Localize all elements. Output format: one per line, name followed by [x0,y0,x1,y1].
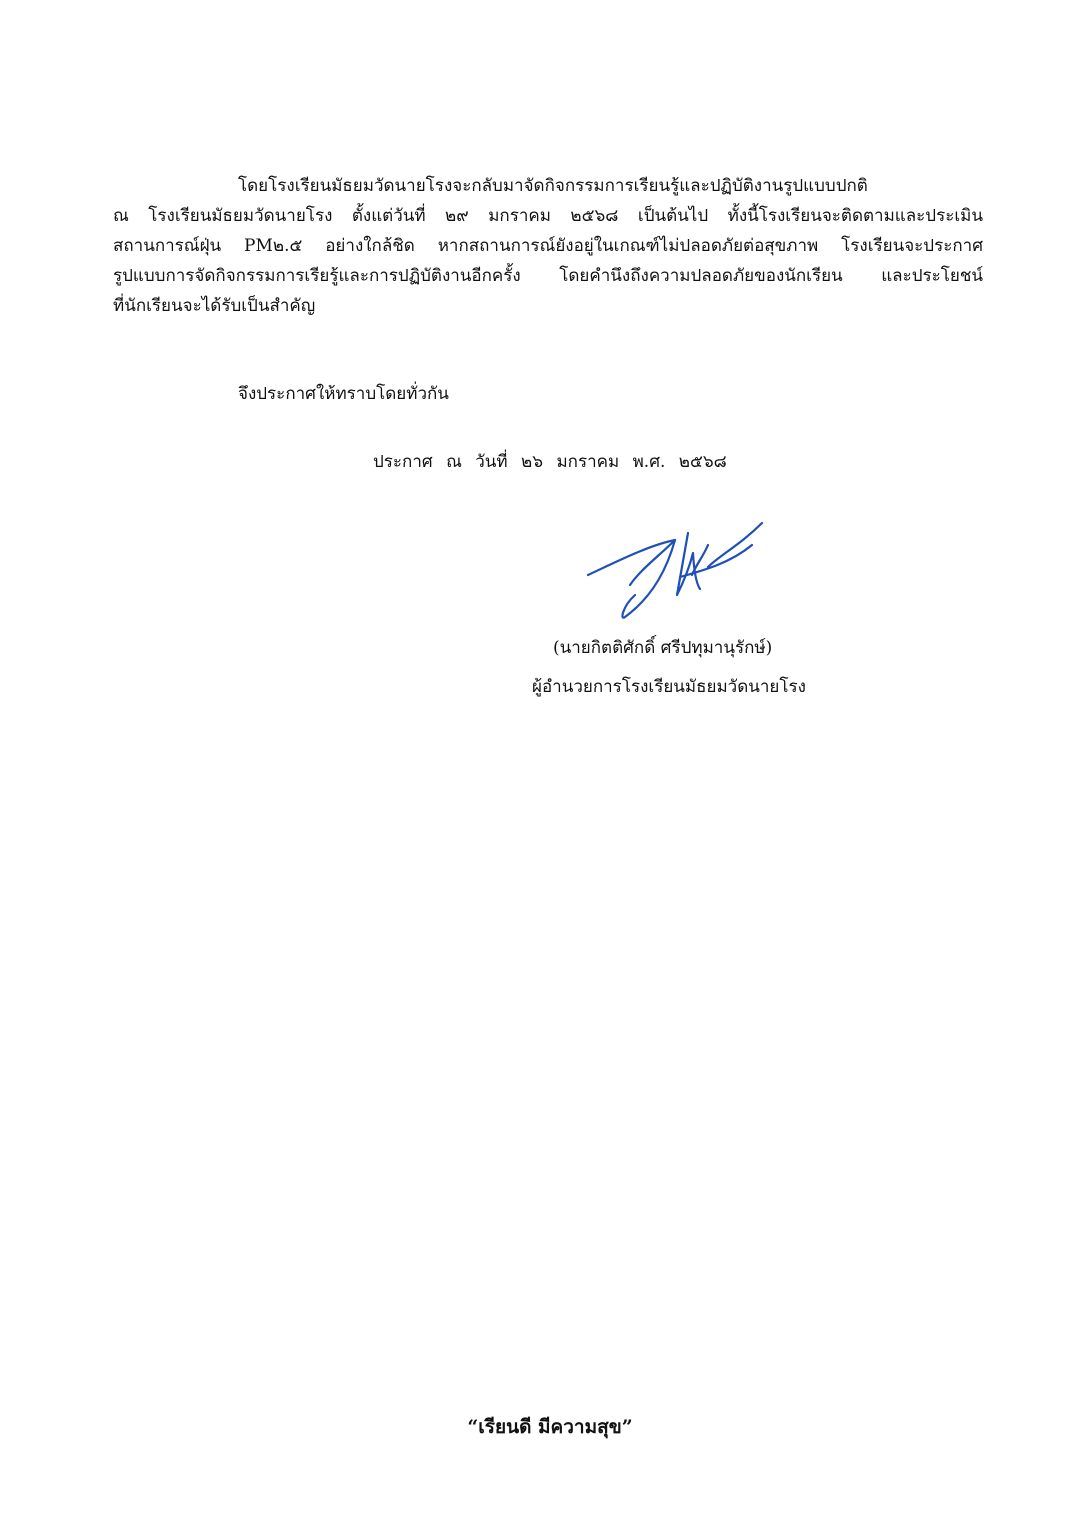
school-motto: “เรียนดี มีความสุข” [467,1416,633,1438]
body-line: โดยโรงเรียนมัธยมวัดนายโรงจะกลับมาจัดกิจกรรมการเรียนรู้และปฏิบัติงานรูปแบบปกติ [238,176,868,196]
signer-name: (นายกิตติศักดิ์ ศรีปทุมานุรักษ์) [553,638,773,658]
signer-position: ผู้อำนวยการโรงเรียนมัธยมวัดนายโรง [532,677,806,697]
signature-image [580,515,770,625]
announcement-date: ประกาศ ณ วันที่ ๒๖ มกราคม พ.ศ. ๒๕๖๘ [373,452,727,472]
body-line: สถานการณ์ฝุ่น PM๒.๕ อย่างใกล้ชิด หากสถานการณ์ยังอยู่ในเกณฑ์ไม่ปลอดภัยต่อสุขภาพ โรงเรียนจะประกาศ [113,236,983,256]
body-line: ณ โรงเรียนมัธยมวัดนายโรง ตั้งแต่วันที่ ๒๙ มกราคม ๒๕๖๘ เป็นต้นไป ทั้งนี้โรงเรียนจะติดตามและประเมิน [113,206,983,226]
closing-statement: จึงประกาศให้ทราบโดยทั่วกัน [238,384,449,404]
body-line: รูปแบบการจัดกิจกรรมการเรียรู้และการปฏิบัติงานอีกครั้ง โดยคำนึงถึงความปลอดภัยของนักเรียน และประโยชน์ [113,266,983,286]
body-line: ที่นักเรียนจะได้รับเป็นสำคัญ [113,296,316,316]
announcement-body [113,171,983,321]
